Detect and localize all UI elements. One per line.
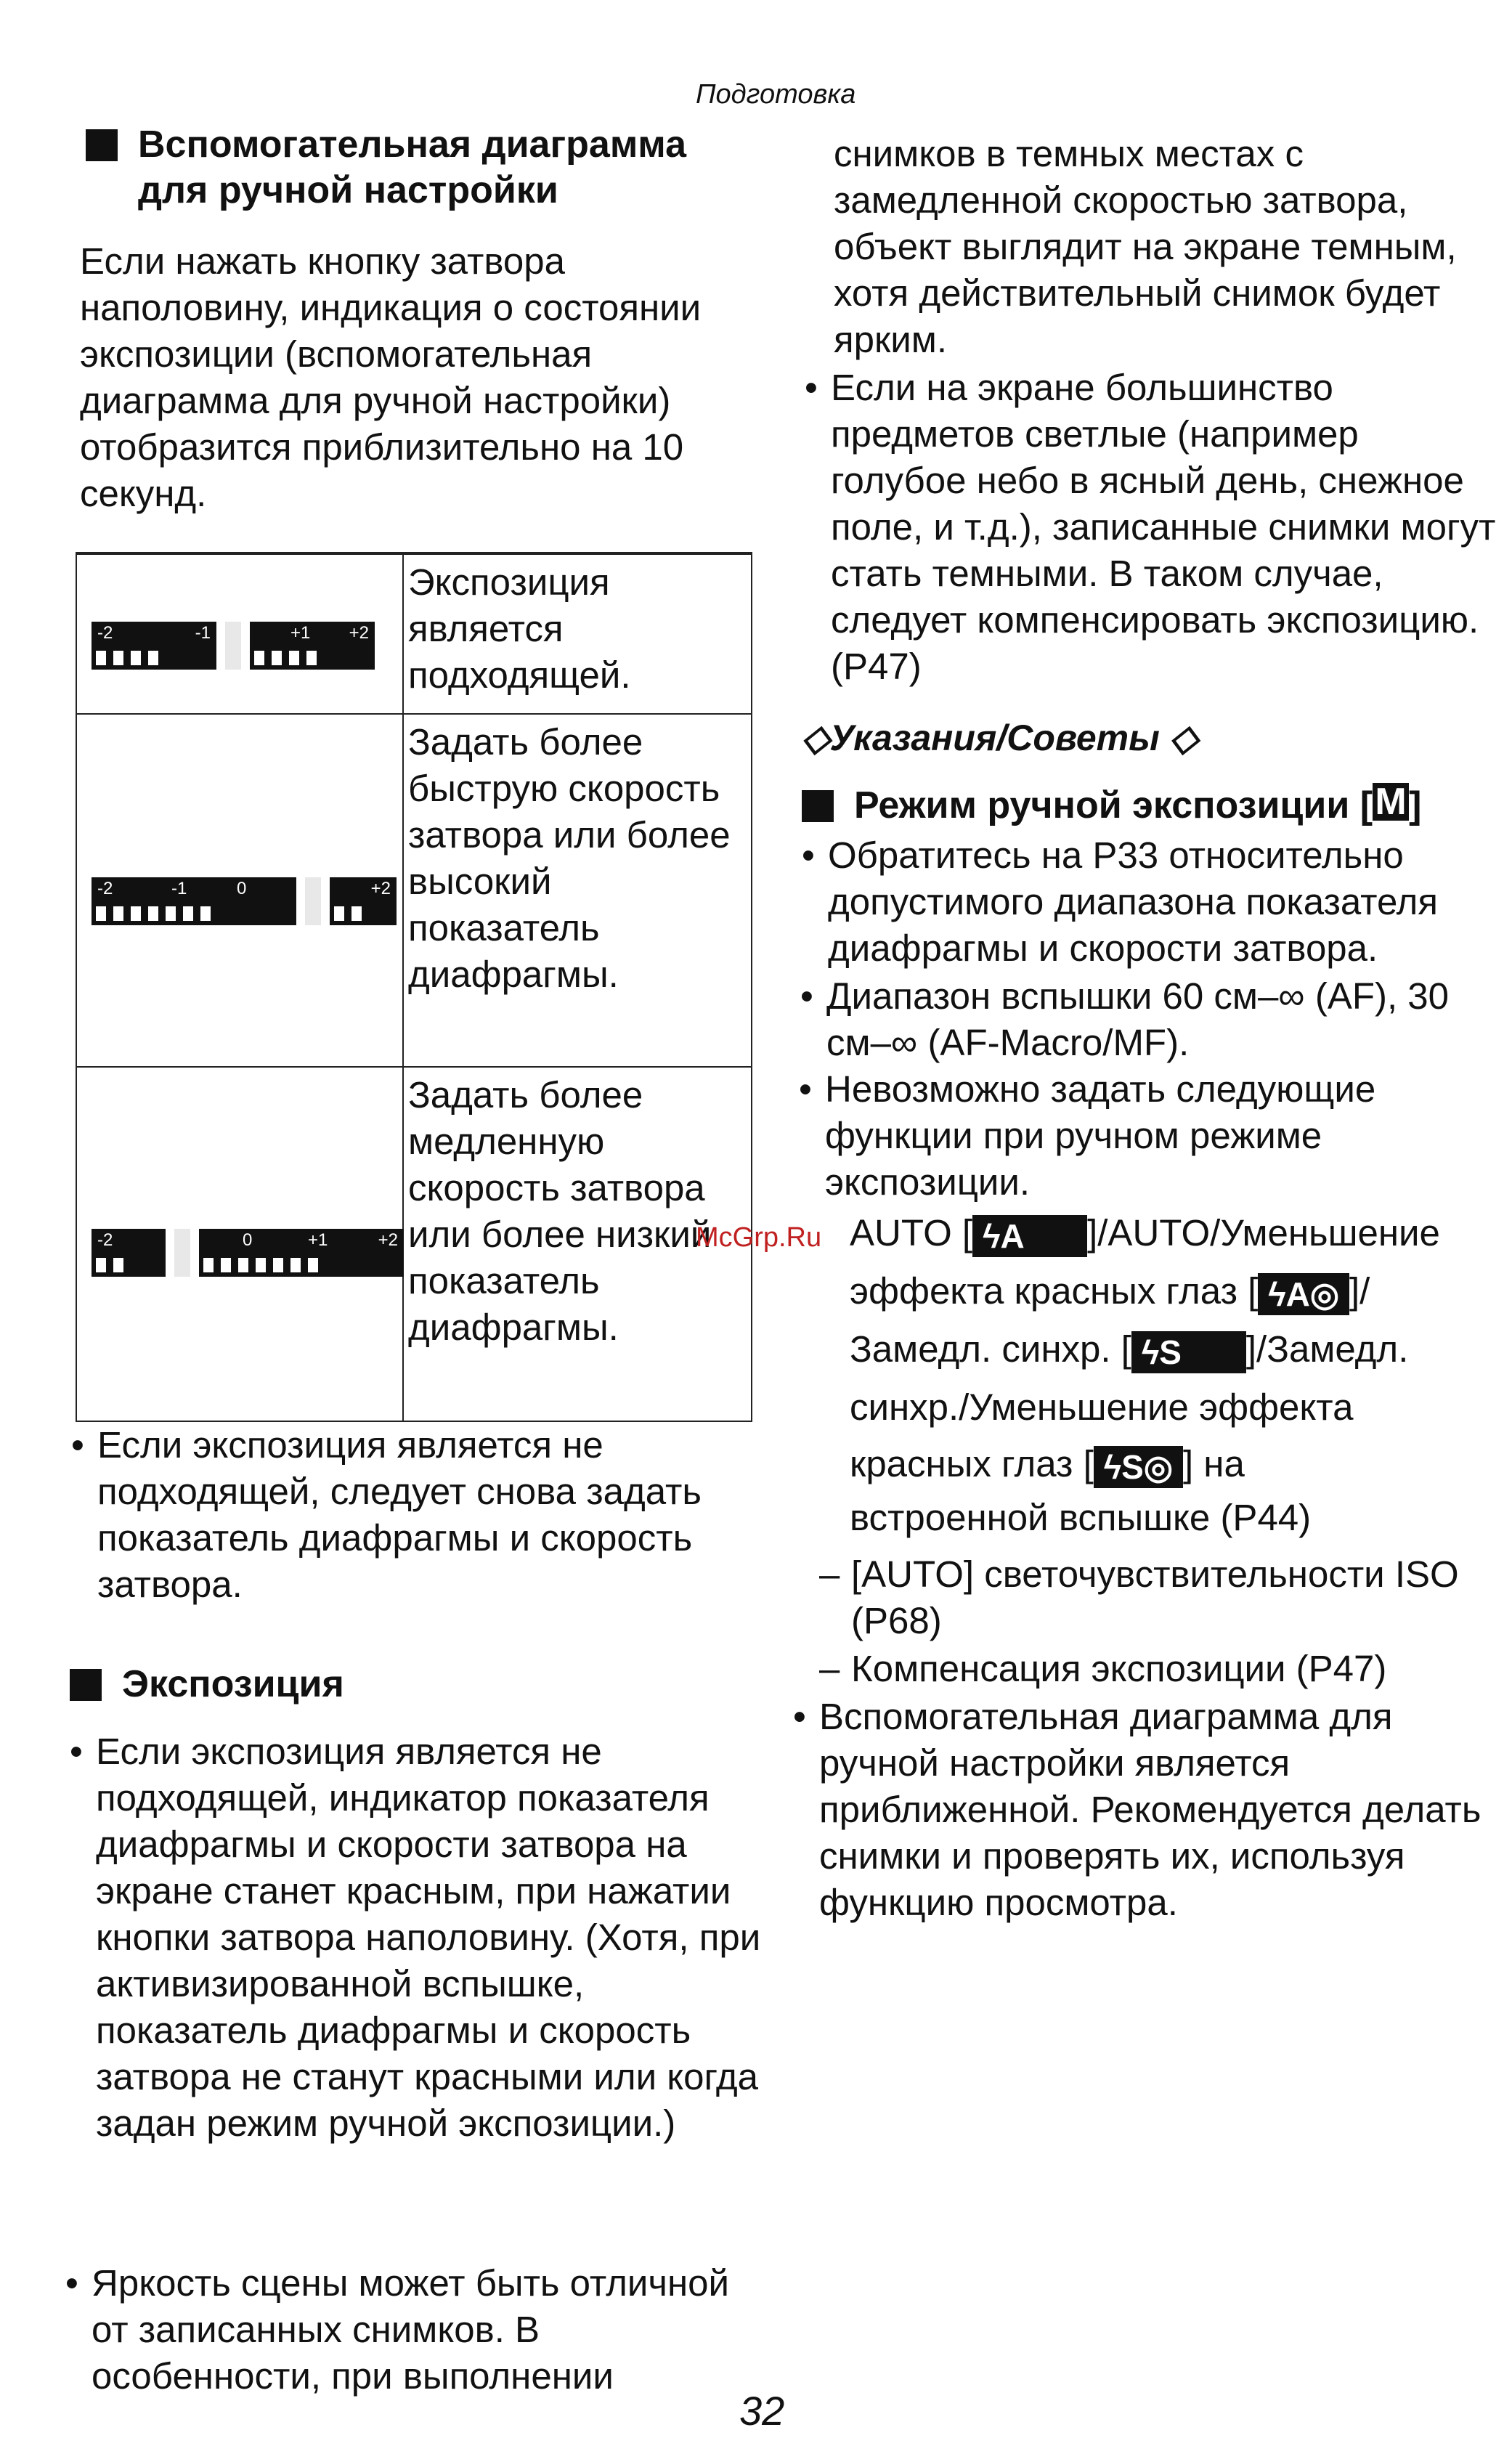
bullet-after-table: • Если экспозиция является не подходящей, следует снова задать показатель диафрагмы и скорость затвора. xyxy=(71,1422,751,1608)
flash-text: AUTO [ xyxy=(850,1212,973,1254)
flash-line-5 xyxy=(850,1438,1489,1490)
exposure-scale xyxy=(92,1229,404,1277)
table-cell-text: Задать более быструю скорость затвора или более высокий показатель диафрагмы. xyxy=(408,721,731,995)
flash-text: ] на xyxy=(1182,1443,1245,1484)
heading-square-icon xyxy=(70,1669,102,1701)
scale-label: -2 xyxy=(97,623,113,643)
right-bullet-5: • Вспомогательная диаграмма для ручной настройки является приближенной. Рекомендуется делать снимки и проверять их, используя функцию просмотра. xyxy=(793,1694,1495,1926)
flash-auto-redeye-icon: ϟA◎ xyxy=(1258,1273,1349,1315)
scale-segment xyxy=(225,622,241,670)
scale-label: +2 xyxy=(349,623,369,643)
flash-line-1 xyxy=(850,1207,1489,1259)
table-cell-text: Задать более медленную скорость затвора или более низкий показатель диафрагмы. xyxy=(408,1074,712,1348)
dash-item-exposure-comp: – Компенсация экспозиции (P47) xyxy=(819,1646,1476,1692)
table-row xyxy=(77,1066,751,1422)
exposure-scale xyxy=(92,622,375,670)
heading-text: Экспозиция xyxy=(122,1663,344,1705)
exposure-table xyxy=(76,552,752,1422)
scale-segment xyxy=(250,622,375,670)
right-bullet-3: • Диапазон вспышки 60 см–∞ (AF), 30 см–∞ (AF-Macro/MF). xyxy=(800,973,1502,1066)
flash-line-2 xyxy=(850,1265,1489,1317)
heading-manual-exposure xyxy=(802,783,1470,829)
scale-label: +1 xyxy=(290,623,311,643)
right-bullet-4: • Невозможно задать следующие функции при ручном режиме экспозиции. xyxy=(799,1066,1500,1206)
scale-label: -1 xyxy=(195,623,211,643)
flash-text: ]/AUTO/Уменьшение xyxy=(1087,1212,1440,1254)
scale-segment xyxy=(305,877,321,925)
heading-square-icon xyxy=(802,790,834,822)
scale-segment xyxy=(199,1229,404,1277)
scale-label: -1 xyxy=(171,879,187,898)
heading-manual-chart xyxy=(86,122,725,214)
manual-mode-icon: M xyxy=(1373,783,1409,821)
scale-label: 0 xyxy=(237,879,247,898)
dash-item-iso: – [AUTO] светочувствительности ISO (P68) xyxy=(819,1551,1476,1644)
scale-segment xyxy=(92,1229,166,1277)
exposure-bullet-2: • Яркость сцены может быть отличной от записанных снимков. В особенности, при выполнении xyxy=(65,2260,760,2400)
flash-line-4: синхр./Уменьшение эффекта xyxy=(850,1386,1354,1428)
table-cell-text: Экспозиция является подходящей. xyxy=(408,561,631,696)
page-number: 32 xyxy=(739,2388,785,2434)
continued-paragraph: снимков в темных местах с замедленной скоростью затвора, объект выглядит на экране темным, хотя действительный снимок будет ярким. xyxy=(834,133,1457,360)
scale-label: 0 xyxy=(243,1230,253,1250)
table-row xyxy=(77,713,751,1068)
scale-segment xyxy=(92,877,296,925)
scale-label: -2 xyxy=(97,1230,113,1250)
heading-text-end: ] xyxy=(1409,784,1422,826)
page-section-title: Подготовка xyxy=(696,79,856,110)
flash-slow-sync-icon: ϟS xyxy=(1131,1331,1246,1373)
heading-square-icon xyxy=(86,129,118,161)
scale-label: +2 xyxy=(370,879,391,898)
right-bullet-1: • Если на экране большинство предметов светлые (например голубое небо в ясный день, снежное поле, и т.д.), записанные снимки могут стать темными. В таком случае, следует компенсировать экспозицию. (P47) xyxy=(805,365,1499,690)
flash-line-3 xyxy=(850,1323,1489,1376)
scale-label: -2 xyxy=(97,879,113,898)
heading-exposure xyxy=(70,1662,709,1707)
heading-text: Вспомогательная диаграмма для ручной настройки xyxy=(138,123,686,211)
flash-line-6: встроенной вспышке (P44) xyxy=(850,1497,1312,1538)
scale-segment xyxy=(330,877,397,925)
flash-text: ]/Замедл. xyxy=(1245,1328,1409,1370)
intro-paragraph: Если нажать кнопку затвора наполовину, индикация о состоянии экспозиции (вспомогательная диаграмма для ручной настройки) отобразится приблизительно на 10 секунд. xyxy=(80,240,702,514)
right-bullet-2: • Обратитесь на P33 относительно допустимого диапазона показателя диафрагмы и скорости затвора. xyxy=(802,832,1503,972)
table-row xyxy=(77,553,751,715)
exposure-scale xyxy=(92,877,397,925)
tips-heading: ◇Указания/Советы ◇ xyxy=(802,718,1198,758)
heading-text: Режим ручной экспозиции [ xyxy=(854,784,1373,826)
scale-label: +1 xyxy=(308,1230,328,1250)
flash-text: красных глаз [ xyxy=(850,1443,1094,1484)
flash-text: ]/ xyxy=(1349,1270,1370,1312)
scale-label: +2 xyxy=(378,1230,398,1250)
flash-text: Замедл. синхр. [ xyxy=(850,1328,1131,1370)
flash-slow-sync-redeye-icon: ϟS◎ xyxy=(1094,1446,1183,1488)
scale-segment xyxy=(92,622,216,670)
exposure-bullet-1: • Если экспозиция является не подходящей, индикатор показателя диафрагмы и скорости затвора на экране станет красным, при нажатии кнопки затвора наполовину. (Хотя, при активизированной вспышке, показатель диафрагмы и скорость затвора не станут красными или когда задан режим ручной экспозиции.) xyxy=(70,1728,764,2147)
flash-auto-icon: ϟA xyxy=(972,1215,1087,1257)
scale-segment xyxy=(174,1229,190,1277)
flash-text: эффекта красных глаз [ xyxy=(850,1270,1259,1312)
watermark: McGrp.Ru xyxy=(696,1222,822,1253)
